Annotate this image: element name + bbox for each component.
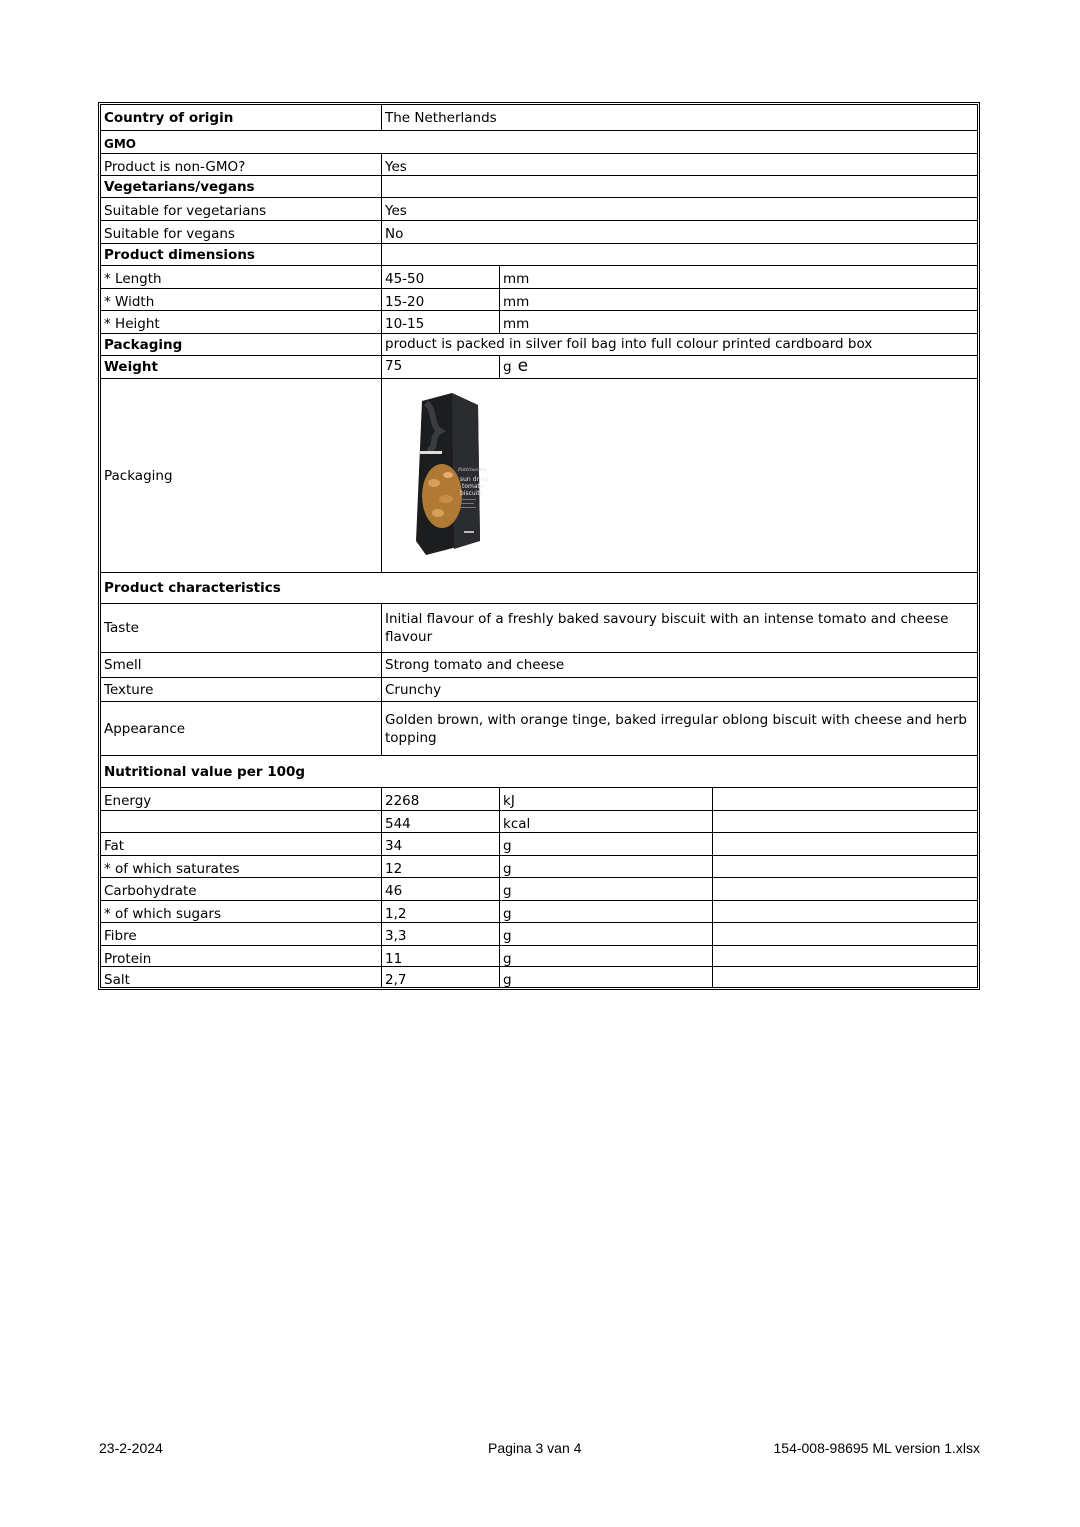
weight-unit: g	[503, 359, 512, 375]
row-packaging-image	[101, 379, 977, 573]
texture-value: Crunchy	[385, 681, 442, 698]
row-country	[101, 105, 977, 131]
height-unit: mm	[503, 316, 530, 332]
row-veg-header	[101, 176, 977, 198]
packaging-image-label: Packaging	[101, 379, 382, 572]
row-nutrition-header	[101, 756, 977, 788]
veg-header: Vegetarians/vegans	[101, 176, 382, 197]
nutrition-row	[101, 901, 977, 923]
row-packaging	[101, 334, 977, 356]
row-dimensions-header	[101, 244, 977, 266]
country-label: Country of origin	[101, 105, 382, 130]
taste-label: Taste	[101, 604, 382, 652]
nutrition-row	[101, 878, 977, 901]
nutrition-extra	[713, 901, 977, 922]
row-gmo-header	[101, 131, 977, 154]
country-value: The Netherlands	[385, 110, 497, 126]
row-smell	[101, 653, 977, 678]
nutrition-label: Energy	[101, 788, 382, 810]
gmo-header: GMO	[104, 137, 136, 151]
row-width	[101, 289, 977, 311]
nutrition-label: Fibre	[101, 923, 382, 945]
nutrition-value: 11	[382, 946, 500, 966]
packaging-value: product is packed in silver foil bag into full colour printed cardboard box	[385, 336, 873, 352]
box-line3-text: biscuits	[460, 490, 483, 497]
smell-value: Strong tomato and cheese	[385, 657, 565, 673]
texture-label: Texture	[101, 678, 382, 701]
dimensions-header-empty	[382, 244, 977, 265]
nongmo-value: Yes	[385, 159, 407, 175]
row-weight	[101, 356, 977, 379]
box-line1-text: sun dried	[460, 476, 489, 483]
nutrition-unit: g	[500, 833, 713, 855]
nutrition-extra	[713, 946, 977, 966]
appearance-value: Golden brown, with orange tinge, baked irregular oblong biscuit with cheese and herb topping	[385, 711, 967, 746]
height-label: * Height	[101, 311, 382, 333]
nutrition-extra	[713, 856, 977, 877]
row-height	[101, 311, 977, 334]
nutrition-value: 34	[382, 833, 500, 855]
nongmo-label: Product is non-GMO?	[101, 154, 382, 175]
product-box-image	[412, 391, 494, 556]
box-brand-text: Pattinson's	[458, 467, 486, 473]
nutrition-value: 1,2	[382, 901, 500, 922]
nutrition-unit: g	[500, 967, 713, 987]
appearance-label: Appearance	[101, 702, 382, 755]
taste-value: Initial flavour of a freshly baked savoury biscuit with an intense tomato and cheese flavour	[385, 611, 949, 645]
nutrition-unit: g	[500, 856, 713, 877]
nutrition-unit: g	[500, 878, 713, 900]
weight-unit-cell	[500, 356, 977, 378]
nutrition-row	[101, 923, 977, 946]
length-label: * Length	[101, 266, 382, 288]
nutrition-label: Protein	[101, 946, 382, 966]
weight-value: 75	[382, 356, 500, 378]
nutrition-label: * of which saturates	[101, 856, 382, 877]
packaging-image-cell	[382, 379, 977, 572]
nutrition-extra	[713, 833, 977, 855]
height-value: 10-15	[382, 311, 500, 333]
nutrition-row	[101, 946, 977, 967]
row-vegans	[101, 221, 977, 244]
box-line2-text: tomato	[462, 483, 484, 490]
nutrition-unit: kJ	[500, 788, 713, 810]
veg-header-empty	[382, 176, 977, 197]
estimated-mark: e	[517, 356, 529, 376]
nutrition-value: 544	[382, 811, 500, 832]
nutrition-label: Salt	[101, 967, 382, 987]
nutrition-label: Carbohydrate	[101, 878, 382, 900]
row-characteristics-header	[101, 573, 977, 604]
width-value: 15-20	[382, 289, 500, 310]
smell-label: Smell	[101, 653, 382, 677]
nutrition-label: Fat	[101, 833, 382, 855]
vegans-value: No	[385, 226, 404, 242]
nutrition-unit: kcal	[500, 811, 713, 832]
width-label: * Width	[101, 289, 382, 310]
weight-label: Weight	[101, 356, 382, 378]
footer-date: 23-2-2024	[99, 1440, 163, 1456]
nutrition-label: * of which sugars	[101, 901, 382, 922]
nutrition-value: 12	[382, 856, 500, 877]
nutrition-extra	[713, 923, 977, 945]
nutrition-extra	[713, 811, 977, 832]
nutrition-row	[101, 811, 977, 833]
footer-filename: 154-008-98695 ML version 1.xlsx	[773, 1440, 980, 1456]
row-length	[101, 266, 977, 289]
row-appearance	[101, 702, 977, 756]
width-unit: mm	[503, 294, 530, 310]
spec-sheet-table	[98, 102, 980, 990]
row-nongmo	[101, 154, 977, 176]
characteristics-header: Product characteristics	[104, 580, 281, 596]
row-texture	[101, 678, 977, 702]
packaging-label: Packaging	[101, 334, 382, 355]
nutrition-value: 2,7	[382, 967, 500, 987]
nutrition-row	[101, 788, 977, 811]
nutrition-unit: g	[500, 923, 713, 945]
vegetarians-label: Suitable for vegetarians	[101, 198, 382, 220]
nutrition-unit: g	[500, 946, 713, 966]
length-value: 45-50	[382, 266, 500, 288]
nutrition-extra	[713, 788, 977, 810]
nutrition-label	[101, 811, 382, 832]
length-unit: mm	[503, 271, 530, 287]
row-taste	[101, 604, 977, 653]
dimensions-header: Product dimensions	[101, 244, 382, 265]
vegans-label: Suitable for vegans	[101, 221, 382, 243]
nutrition-value: 2268	[382, 788, 500, 810]
nutrition-row	[101, 856, 977, 878]
nutrition-value: 3,3	[382, 923, 500, 945]
nutrition-value: 46	[382, 878, 500, 900]
vegetarians-value: Yes	[385, 203, 407, 219]
nutrition-header: Nutritional value per 100g	[104, 763, 306, 780]
nutrition-row	[101, 967, 977, 987]
nutrition-extra	[713, 967, 977, 987]
nutrition-unit: g	[500, 901, 713, 922]
nutrition-row	[101, 833, 977, 856]
row-vegetarians	[101, 198, 977, 221]
nutrition-extra	[713, 878, 977, 900]
footer-page-number: Pagina 3 van 4	[488, 1440, 582, 1456]
